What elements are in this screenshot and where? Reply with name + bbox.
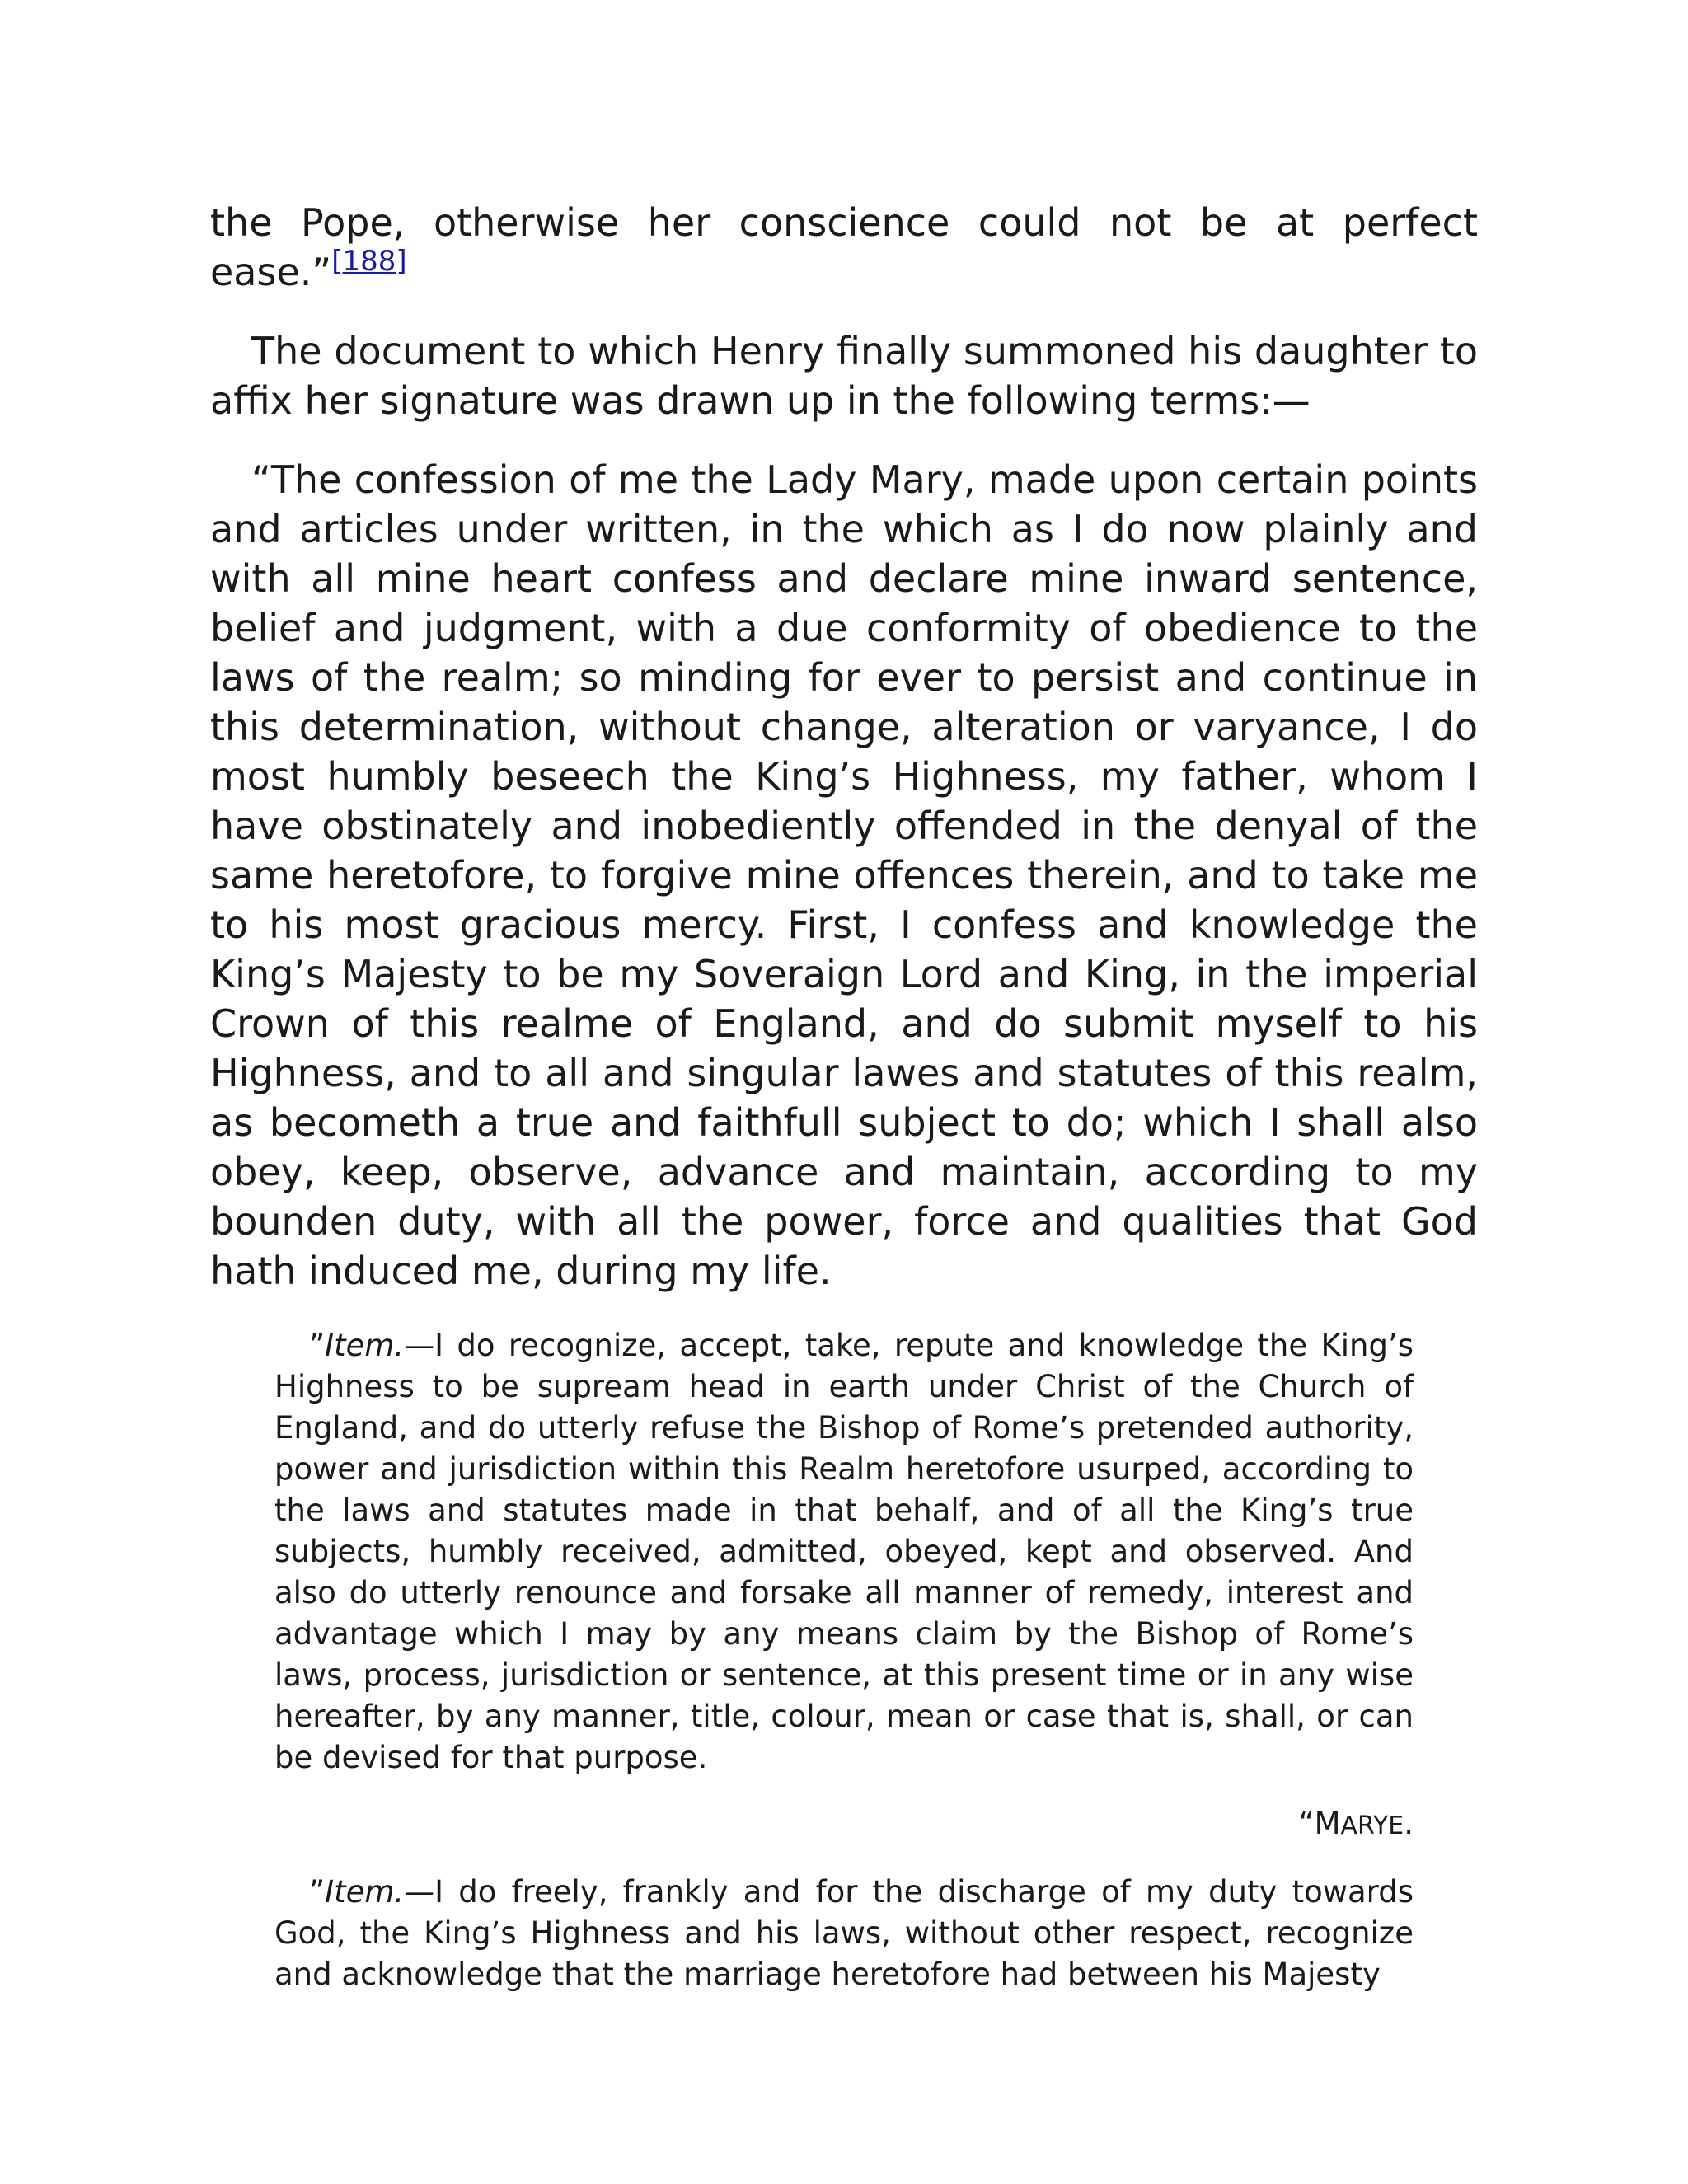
signature: “MARYE. (1298, 1806, 1414, 1841)
open-quote: ” (309, 1874, 326, 1910)
footnote-link[interactable]: [188] (331, 245, 407, 278)
open-quote: ” (309, 1328, 326, 1363)
paragraph-confession: “The confession of me the Lady Mary, made upon certain points and articles under written, in the which as I do now plainly and with all mine heart confess and declare mine inward sentence, belief and judgment, with a due conformity of obedience to the laws of the realm; so minding for ever to persist and continue in this determination, without change, alteration or varyance, I do most humbly beseech the King’s Highness, my father, whom I have obstinately and inobediently offended in the denyal of the same heretofore, to forgive mine offences therein, and to take me to his most gracious mercy. First, I confess and knowledge the King’s Majesty to be my Soveraign Lord and King, in the imperial Crown of this realme of England, and do submit myself to his Highness, and to all and singular lawes and statutes of this realm, as becometh a true and faithfull subject to do; which I shall also obey, keep, observe, advance and maintain, according to my bounden duty, with all the power, force and qualities that God hath induced me, during my life. (210, 457, 1478, 1293)
paragraph-text: the Pope, otherwise her conscience could not be at perfect ease.” (210, 200, 1478, 294)
item-label: Item. (325, 1328, 405, 1363)
paragraph-continuation (210, 198, 1478, 297)
paragraph-intro: The document to which Henry finally summoned his daughter to affix her signature was drawn up in the following terms:— (210, 329, 1478, 423)
quoted-block (274, 1325, 1414, 1995)
item-label: Item. (325, 1874, 405, 1910)
item-text: —I do freely, frankly and for the discharge of my duty towards God, the King’s Highness and his laws, without other respect, recognize and acknowledge that the marriage heretofore had between his Majesty (274, 1874, 1414, 1992)
item-text: —I do recognize, accept, take, repute and knowledge the King’s Highness to be supream head in earth under Christ of the Church of England, and do utterly refuse the Bishop of Rome’s pretended authority, power and jurisdiction within this Realm heretofore usurped, according to the laws and statutes made in that behalf, and of all the King’s true subjects, humbly received, admitted, obeyed, kept and observed. And also do utterly renounce and forsake all manner of remedy, interest and advantage which I may by any means claim by the Bishop of Rome’s laws, process, jurisdiction or sentence, at this present time or in any wise hereafter, by any manner, title, colour, mean or case that is, shall, or can be devised for that purpose. (274, 1328, 1414, 1775)
item-paragraph (274, 1872, 1414, 1995)
document-page (210, 198, 1478, 2020)
item-paragraph (274, 1325, 1414, 1779)
